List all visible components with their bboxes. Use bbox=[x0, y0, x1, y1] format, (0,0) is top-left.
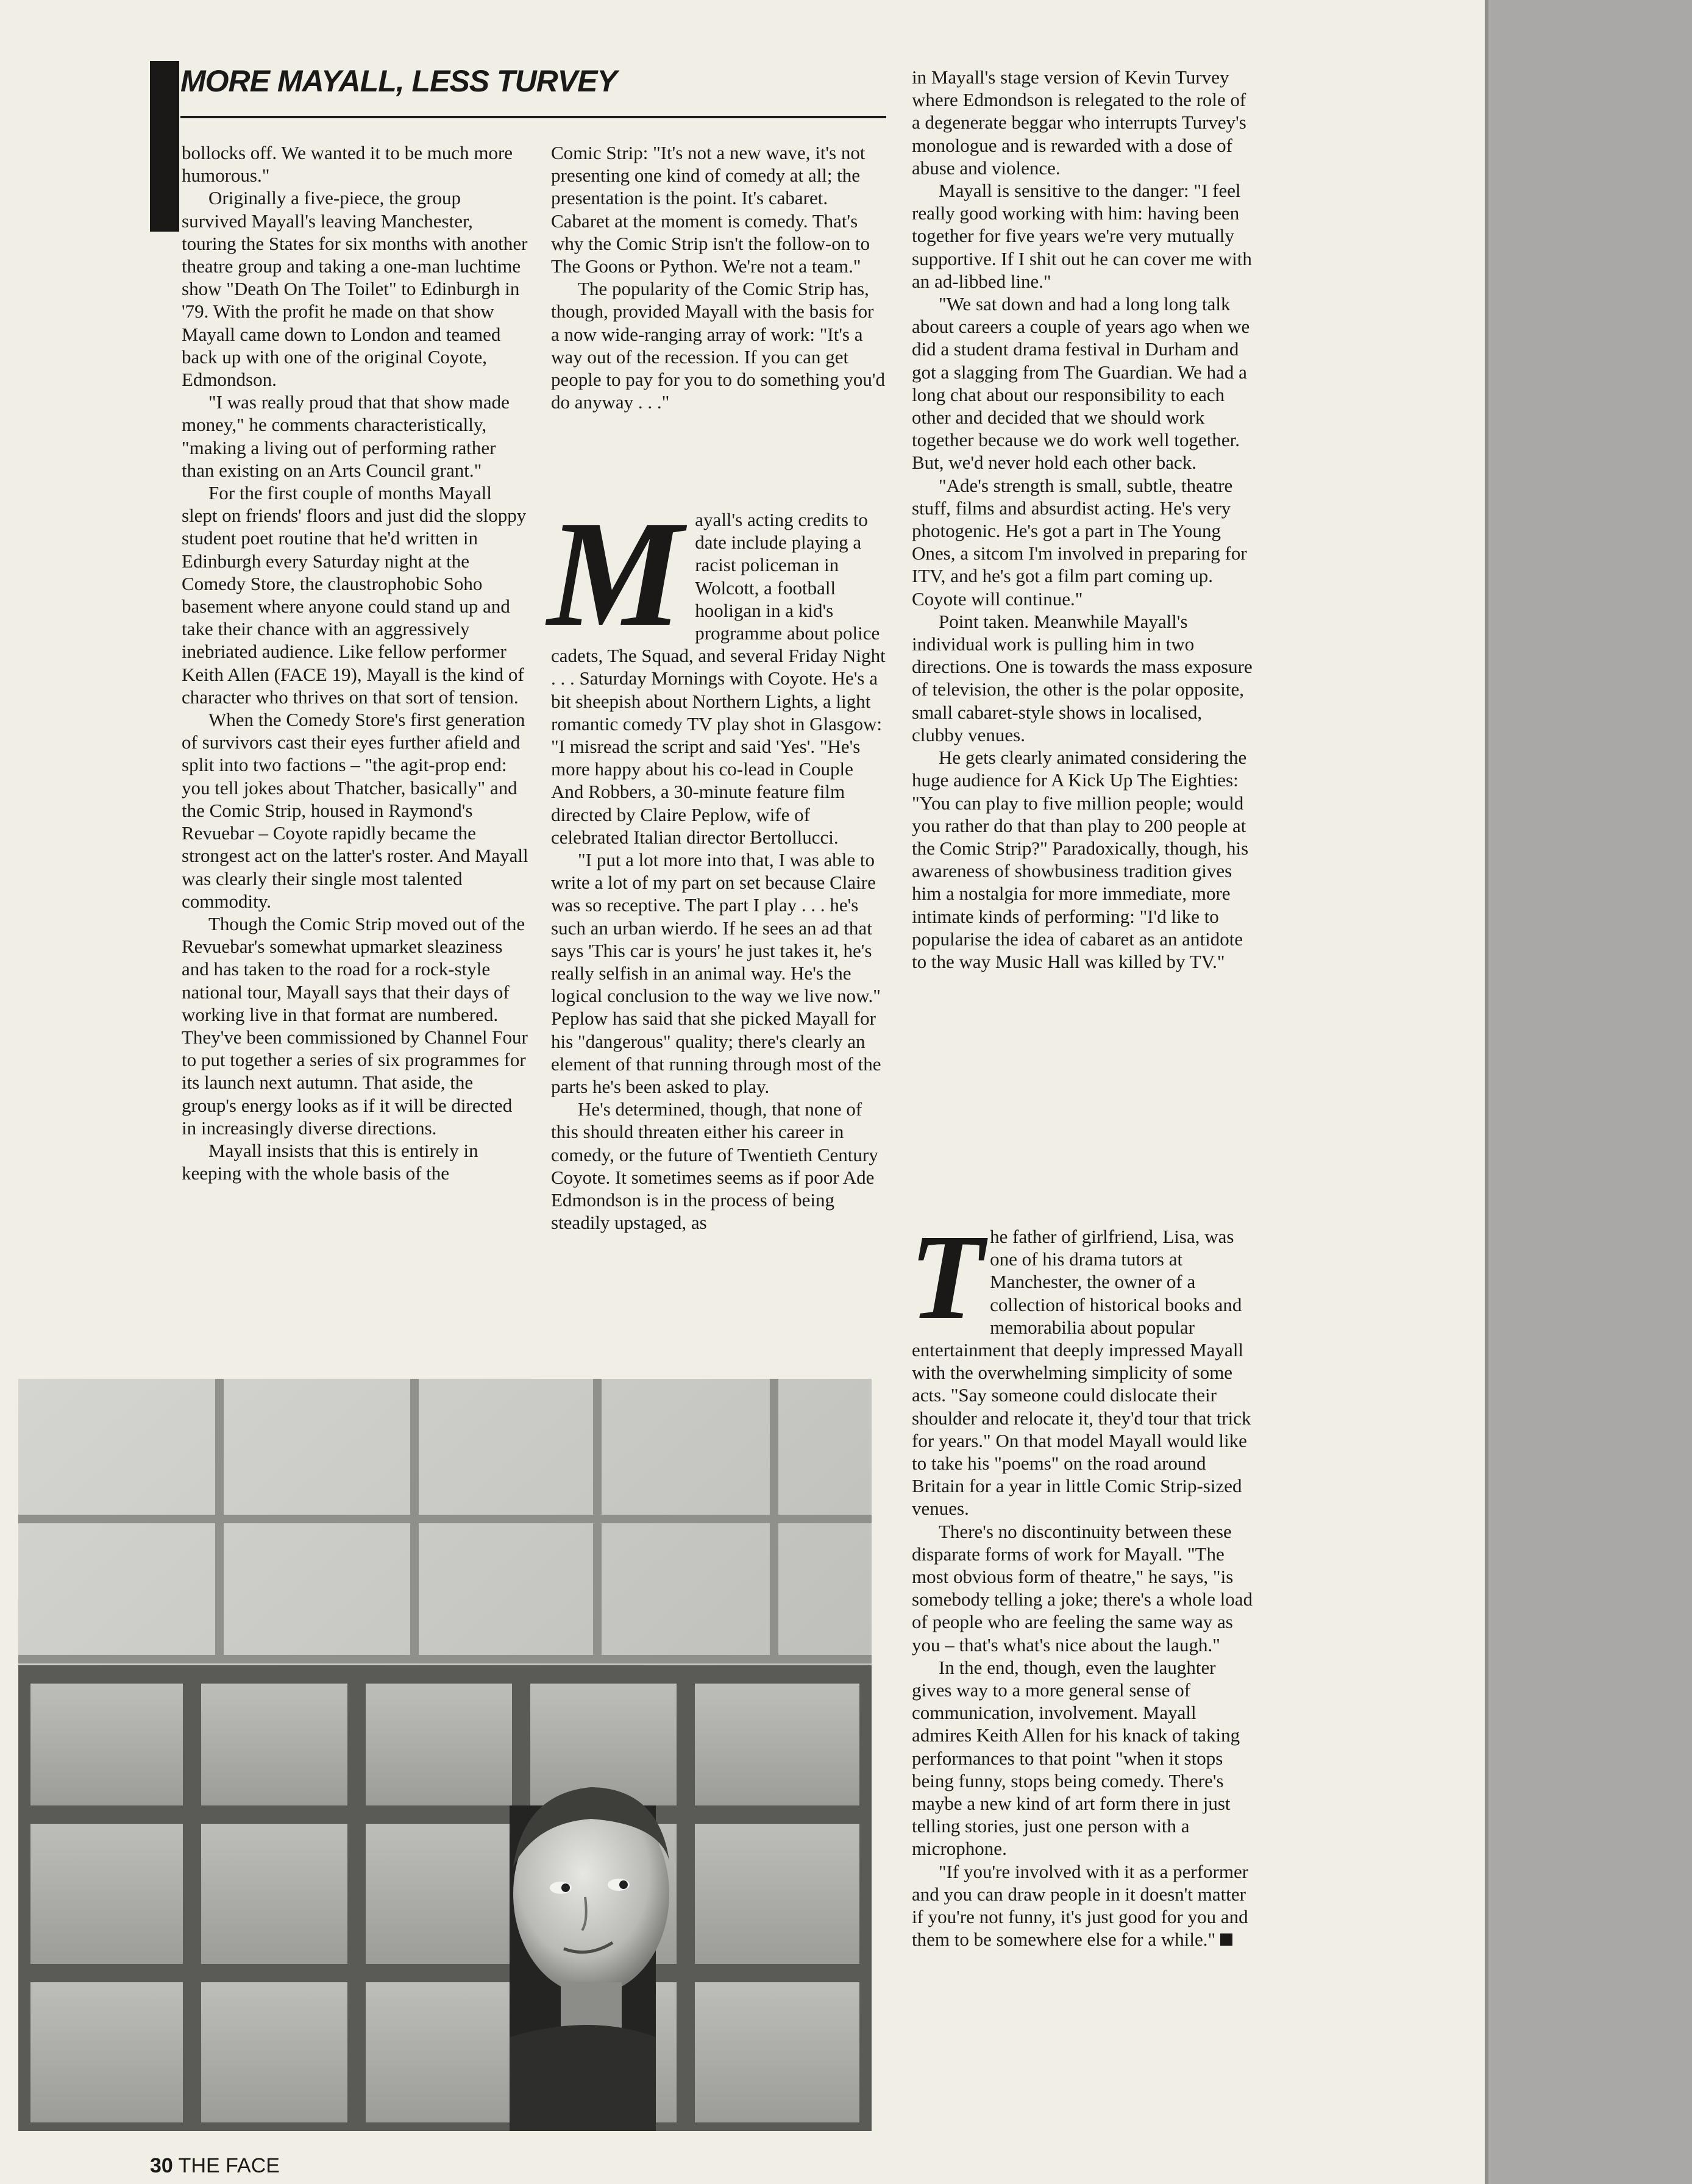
paragraph: He's determined, though, that none of this should threaten either his career in comedy, or the future of Twentieth Century Coyote. It sometimes seems as if poor Ade Edmondson is in the process of being steadily upstaged, as bbox=[551, 1098, 878, 1234]
paragraph: Mayall insists that this is entirely in keeping with the whole basis of the bbox=[182, 1139, 478, 1184]
drop-cap: M bbox=[547, 489, 683, 658]
paragraph: Mayall is sensitive to the danger: "I feel really good working with him: having been together for five years we're very mutually supportive. If I shit out he can cover me with an ad-libbed line." bbox=[912, 180, 1252, 292]
paragraph: "I was really proud that that show made money," he comments characteristically, "making a living out of performing rather than existing on an Arts Council grant." bbox=[182, 391, 510, 481]
paragraph: There's no discontinuity between these disparate forms of work for Mayall. "The most obvious form of theatre," he says, "is somebody telling a joke; there's a whole load of people who are feeling the same way as you – that's what's nice about the laugh." bbox=[912, 1520, 1253, 1656]
closing-quote-text: "If you're involved with it as a performer and you can draw people in it doesn't matter if you're not funny, it's just good for you and them to be somewhere else for a while." bbox=[912, 1860, 1249, 1951]
header-rule bbox=[180, 116, 886, 118]
paragraph: Point taken. Meanwhile Mayall's individual work is pulling him in two directions. One is towards the mass exposure of television, the other is the polar opposite, small cabaret-style shows in localised, clubby venues. bbox=[912, 610, 1253, 745]
page-number: 30 bbox=[150, 2154, 173, 2177]
page-footer bbox=[150, 2154, 280, 2178]
paragraph bbox=[912, 1860, 1257, 1951]
paragraph: The popularity of the Comic Strip has, though, provided Mayall with the basis for a now wide-ranging array of work: "It's a way out of the recession. If you can get people to pay for you to do something you'd do anyway . . ." bbox=[551, 278, 886, 413]
paragraph: Comic Strip: "It's not a new wave, it's not presenting one kind of comedy at all; the presentation is the point. It's cabaret. Cabaret at the moment is comedy. That's why the Comic Strip isn't the follow-on to The Goons or Python. We're not a team." bbox=[551, 142, 870, 277]
paragraph: Originally a five-piece, the group survived Mayall's leaving Manchester, touring the States for six months with another theatre group and taking a one-man luchtime show "Death On The Toilet" to Edinburgh in '79. With the profit he made on that show Mayall came down to London and teamed back up with one of the original Coyote, Edmondson. bbox=[182, 187, 528, 391]
end-mark bbox=[1220, 1933, 1232, 1946]
paragraph: ayall's acting credits to date include playing a racist policeman in Wolcott, a football hooligan in a kid's programme about police cadets, The Squad, and several Friday Night . . . Saturday Mornings with Coyote. He's a bit sheepish about Northern Lights, a light romantic comedy TV play shot in Glasgow: "I misread the script and said 'Yes'. "He's more happy about his co-lead in Couple And Robbers, a 30-minute feature film directed by Claire Peplow, wife of celebrated Italian director Bertollucci. bbox=[551, 509, 886, 848]
text-column-2-bottom bbox=[547, 489, 886, 1234]
magazine-name: THE FACE bbox=[178, 2154, 280, 2177]
paragraph: he father of girlfriend, Lisa, was one of his drama tutors at Manchester, the owner of a collection of historical books and memorabilia about popular entertainment that deeply impressed Mayall with the overwhelming simplicity of some acts. "Say someone could dislocate their shoulder and relocate it, they'd tour that trick for years." On that model Mayall would like to take his "poems" on the road around Britain for a year in little Comic Strip-sized venues. bbox=[912, 1226, 1251, 1520]
paragraph: "We sat down and had a long long talk about careers a couple of years ago when we did a student drama festival in Durham and got a slagging from The Guardian. We had a long chat about our responsibility to each other and decided that we should work together because we do work well together. But, we'd never hold each other back. bbox=[912, 293, 1250, 474]
text-column-1 bbox=[182, 141, 529, 1184]
paragraph: in Mayall's stage version of Kevin Turvey where Edmondson is relegated to the role of a degenerate beggar who interrupts Turvey's monologue and is rewarded with a dose of abuse and violence. bbox=[912, 66, 1246, 179]
paragraph: bollocks off. We wanted it to be much more humorous." bbox=[182, 142, 513, 187]
section-marker-bar bbox=[150, 61, 179, 232]
text-column-3-bottom bbox=[909, 1210, 1257, 1951]
paragraph: In the end, though, even the laughter gives way to a more general sense of communication, involvement. Mayall admires Keith Allen for his knack of taking performances to that point "when it stops being funny, stops being comedy. There's maybe a new kind of art form there in just telling stories, just one person with a microphone. bbox=[912, 1656, 1240, 1860]
paragraph: "I put a lot more into that, I was able to write a lot of my part on set because Claire was so receptive. The part I play . . . he's such an urban wierdo. If he sees an ad that says 'This car is yours' he just takes it, he's really selfish in an animal way. He's the logical conclusion to the way we live now." Peplow has said that she picked Mayall for his "dangerous" quality; there's clearly an element of that running through most of the parts he's been asked to play. bbox=[551, 849, 881, 1098]
text-column-3-top bbox=[912, 66, 1257, 973]
paragraph: He gets clearly animated considering the huge audience for A Kick Up The Eighties: "You can play to five million people; would you rather do that than play to 200 people at the Comic Strip?" Paradoxically, though, his awareness of showbusiness tradition gives him a nostalgia for more immediate, more intimate kinds of performing: "I'd like to popularise the idea of cabaret as an antidote to the way Music Hall was killed by TV." bbox=[912, 747, 1249, 972]
article-header-title: MORE MAYALL, LESS TURVEY bbox=[180, 64, 617, 98]
drop-cap: T bbox=[909, 1210, 984, 1345]
grey-side-band bbox=[1485, 0, 1692, 2184]
paragraph: When the Comedy Store's first generation of survivors cast their eyes further afield and split into two factions – "the agit-prop end: you tell jokes about Thatcher, basically" and the Comic Strip, housed in Raymond's Revuebar – Coyote rapidly became the strongest act on the latter's roster. And Mayall was clearly their single most talented commodity. bbox=[182, 709, 528, 912]
photo-man-in-window bbox=[18, 1379, 872, 2131]
grey-band-edge bbox=[1485, 0, 1488, 2184]
paragraph: Though the Comic Strip moved out of the Revuebar's somewhat upmarket sleaziness and has taken to the road for a rock-style national tour, Mayall says that their days of working live in that format are numbered. They've been commissioned by Channel Four to put together a series of six programmes for its launch next autumn. That aside, the group's energy looks as if it will be directed in increasingly diverse directions. bbox=[182, 912, 528, 1139]
text-column-2-top bbox=[551, 141, 886, 413]
paragraph: "Ade's strength is small, subtle, theatre stuff, films and absurdist acting. He's very photogenic. He's got a part in The Young Ones, a sitcom I'm involved in preparing for ITV, and he's got a film part coming up. Coyote will continue." bbox=[912, 474, 1247, 610]
paragraph: For the first couple of months Mayall slept on friends' floors and just did the sloppy student poet routine that he'd written in Edinburgh every Saturday night at the Comedy Store, the claustrophobic Soho basement where anyone could stand up and take their chance with an aggressively inebriated audience. Like fellow performer Keith Allen (FACE 19), Mayall is the kind of character who thrives on that sort of tension. bbox=[182, 482, 527, 708]
